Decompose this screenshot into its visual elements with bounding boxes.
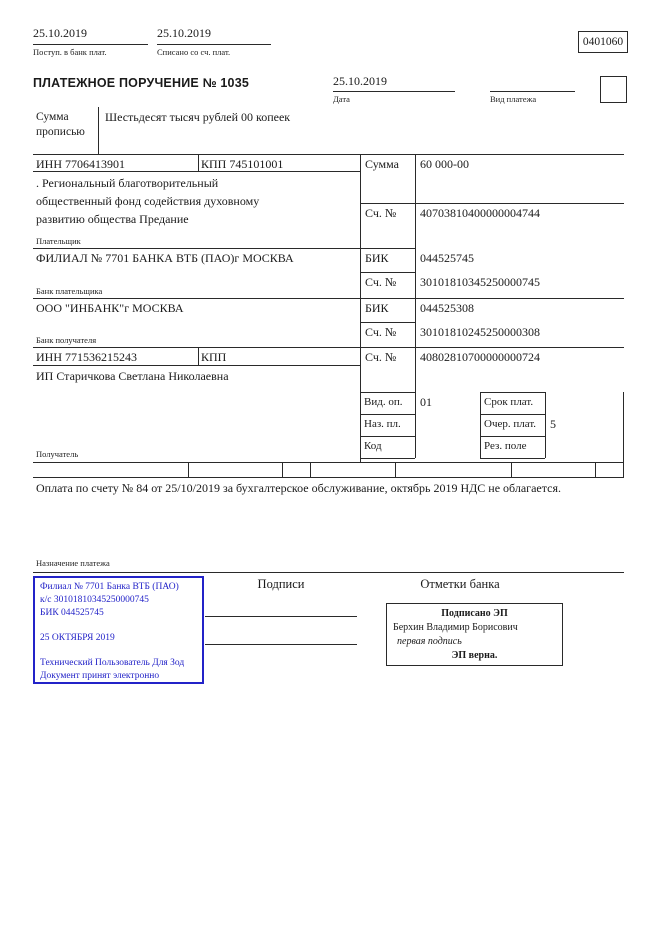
payment-purpose-label: Назначение платежа: [36, 558, 110, 568]
payer-bank-bik-label: БИК: [365, 251, 389, 265]
grid-line: [188, 462, 189, 477]
payee-kpp: КПП: [201, 350, 227, 364]
grid-line: [480, 436, 545, 437]
payee-bank-bik-value: 044525308: [420, 301, 474, 315]
stamp-accepted: Документ принят электронно: [40, 671, 160, 681]
grid-line: [33, 298, 624, 299]
grid-line: [360, 322, 415, 323]
grid-line: [480, 392, 545, 393]
date-label: Дата: [333, 94, 350, 104]
payer-bank-name: ФИЛИАЛ № 7701 БАНКА ВТБ (ПАО)г МОСКВА: [36, 251, 294, 265]
document-title: ПЛАТЕЖНОЕ ПОРУЧЕНИЕ № 1035: [33, 76, 250, 90]
code-label: Код: [364, 440, 382, 452]
grid-line: [623, 392, 624, 477]
status-checkbox: [600, 76, 627, 103]
esign-subtitle: первая подпись: [397, 636, 462, 647]
grid-line: [360, 458, 415, 459]
payment-purpose-text: Оплата по счету № 84 от 25/10/2019 за бухгалтерское обслуживание, октябрь 2019 НДС не облагается.: [36, 481, 561, 495]
payer-name-line: . Региональный благотворительный: [36, 176, 219, 190]
payee-bank-account-value: 30101810245250000308: [420, 325, 540, 339]
grid-line: [360, 154, 361, 462]
date-underline: [333, 91, 455, 92]
payee-account-value: 40802810700000000724: [420, 350, 540, 364]
stamp-corr-account: к/с 30101810345250000745: [40, 595, 149, 605]
order-label: Очер. плат.: [484, 418, 537, 430]
grid-line: [360, 436, 415, 437]
grid-line: [33, 477, 624, 478]
payer-bank-bik-value: 044525745: [420, 251, 474, 265]
payer-account-value: 40703810400000004744: [420, 206, 540, 220]
grid-line: [545, 392, 546, 458]
stamp-user: Технический Пользователь Для Зод: [40, 658, 185, 668]
payee-bank-account-label: Сч. №: [365, 325, 397, 339]
amount-words-label: Сумма прописью: [36, 111, 85, 138]
term-label: Срок плат.: [484, 396, 534, 408]
debited-date-underline: [157, 44, 271, 45]
payer-bank-account-value: 30101810345250000745: [420, 275, 540, 289]
received-date-underline: [33, 44, 148, 45]
grid-line: [310, 462, 311, 477]
stamp-date: 25 ОКТЯБРЯ 2019: [40, 633, 115, 643]
payer-label: Плательщик: [36, 236, 81, 246]
payer-name-line: развитию общества Предание: [36, 212, 189, 226]
sum-value: 60 000-00: [420, 157, 469, 171]
grid-line: [33, 248, 415, 249]
amount-words-divider: [98, 107, 99, 154]
grid-line: [360, 272, 415, 273]
grid-line: [33, 347, 624, 348]
grid-line: [360, 392, 415, 393]
payer-name-line: общественный фонд содействия духовному: [36, 194, 260, 208]
payer-bank-label: Банк плательщика: [36, 286, 103, 296]
payer-bank-account-label: Сч. №: [365, 275, 397, 289]
received-in-bank-label: Поступ. в банк плат.: [33, 47, 107, 57]
reserve-label: Рез. поле: [484, 440, 527, 452]
payment-type-label: Вид платежа: [490, 94, 537, 104]
payee-inn: ИНН 771536215243: [36, 350, 137, 364]
grid-line: [33, 365, 360, 366]
op-type-label: Вид. оп.: [364, 396, 403, 408]
payer-account-label: Сч. №: [365, 206, 397, 220]
grid-line: [480, 392, 481, 458]
payment-type-underline: [490, 91, 575, 92]
grid-line: [33, 572, 624, 573]
debited-date: 25.10.2019: [157, 26, 211, 40]
bank-stamp: [33, 576, 204, 684]
grid-line: [360, 414, 415, 415]
purpose-code-label: Наз. пл.: [364, 418, 401, 430]
grid-line: [33, 154, 624, 155]
payee-bank-label: Банк получателя: [36, 335, 97, 345]
grid-line: [198, 154, 199, 171]
signatures-header: Подписи: [257, 577, 305, 591]
grid-line: [33, 171, 360, 172]
esign-box: [386, 603, 563, 666]
payee-bank-bik-label: БИК: [365, 301, 389, 315]
esign-verified: ЭП верна.: [451, 650, 498, 661]
grid-line: [480, 414, 545, 415]
payer-kpp: КПП 745101001: [201, 157, 284, 171]
bank-marks-header: Отметки банка: [420, 577, 500, 591]
document-date: 25.10.2019: [333, 74, 387, 88]
grid-line: [595, 462, 596, 477]
esign-name: Берхин Владимир Борисович: [393, 622, 518, 633]
op-type-value: 01: [420, 395, 432, 409]
form-code-box: 0401060: [578, 31, 628, 53]
signature-line: [205, 616, 357, 617]
payee-account-label: Сч. №: [365, 350, 397, 364]
grid-line: [480, 458, 545, 459]
grid-line: [415, 154, 416, 458]
grid-line: [395, 462, 396, 477]
payer-inn: ИНН 7706413901: [36, 157, 125, 171]
payee-label: Получатель: [36, 449, 79, 459]
esign-title: Подписано ЭП: [441, 608, 508, 619]
grid-line: [33, 462, 624, 463]
signature-line: [205, 644, 357, 645]
amount-words-value: Шестьдесят тысяч рублей 00 копеек: [105, 110, 291, 124]
grid-line: [511, 462, 512, 477]
grid-line: [282, 462, 283, 477]
grid-line: [360, 203, 624, 204]
sum-label: Сумма: [365, 157, 399, 171]
stamp-bik: БИК 044525745: [40, 608, 104, 618]
debited-label: Списано со сч. плат.: [157, 47, 231, 57]
grid-line: [198, 347, 199, 365]
payer-name: [36, 174, 351, 228]
received-in-bank-date: 25.10.2019: [33, 26, 87, 40]
payee-bank-name: ООО "ИНБАНК"г МОСКВА: [36, 301, 184, 315]
order-value: 5: [550, 417, 556, 431]
payee-name: ИП Старичкова Светлана Николаевна: [36, 369, 229, 383]
stamp-bank-name: Филиал № 7701 Банка ВТБ (ПАО): [40, 582, 179, 592]
